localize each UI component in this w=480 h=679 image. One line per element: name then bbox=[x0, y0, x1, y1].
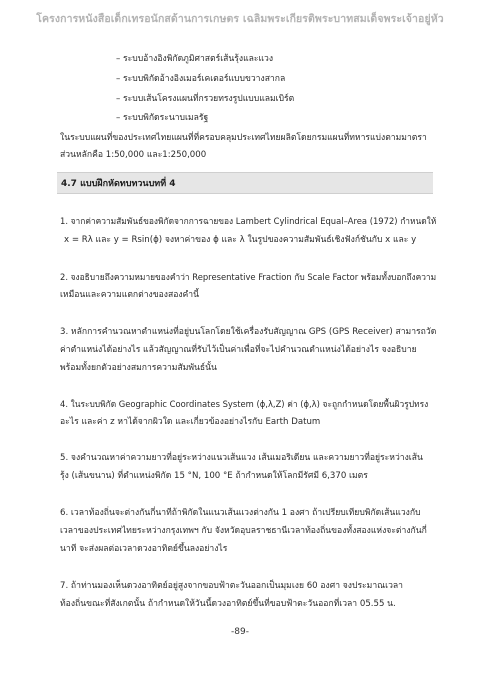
question-5-line-1: 5. จงคำนวณหาค่าความยาวที่อยู่ระหว่างแนวเส้นแวง เส้นเมอริเดียน และความยาวที่อยู่ระหว่างเส้น bbox=[60, 453, 423, 463]
section-heading-bar bbox=[57, 172, 433, 194]
page-header: โครงการหนังสือเด็กเทรอนักสด้านการเกษตร เฉลิมพระเกียรติพระบาทสมเด็จพระเจ้าอยู่หัว bbox=[36, 13, 444, 25]
bullet-item-3: – ระบบเส้นโครงแผนที่กรวยทรงรูปแบบแลมเบิร์ต bbox=[116, 94, 295, 104]
question-4-line-1: 4. ในระบบพิกัด Geographic Coordinates System (ϕ,λ,Z) ค่า (ϕ,λ) จะถูกกำหนดโดยพื้นผิวรูปทรง bbox=[60, 399, 429, 409]
question-6-line-1: 6. เวลาท้องถิ่นจะต่างกันกี่นาทีถ้าพิกัดในแนวเส้นแวงต่างกัน 1 องศา ถ้าเปรียบเทียบพิกัดเส้นแวงกับ bbox=[60, 508, 421, 518]
question-7-line-1: 7. ถ้าท่านมองเห็นดวงอาทิตย์อยู่สูงจากขอบฟ้าตะวันออกเป็นมุมเงย 60 องศา จงประมาณเวลา bbox=[60, 581, 403, 591]
question-1-line-2: x = Rλ และ y = Rsin(ϕ) จงหาค่าของ ϕ และ λ ในรูปของความสัมพันธ์เชิงฟังก์ชันกับ x และ y bbox=[64, 235, 417, 245]
bullet-item-2: – ระบบพิกัดอ้างอิงเมอร์เคเตอร์แบบขวางสากล bbox=[116, 74, 286, 84]
question-5-line-2: รุ้ง (เส้นขนาน) ที่ตำแหน่งพิกัด 15 °N, 100 °E ถ้ากำหนดให้โลกมีรัศมี 6,370 เมตร bbox=[60, 471, 368, 481]
question-3-line-2: ค่าตำแหน่งได้อย่างไร แล้วสัญญาณที่รับไว้เป็นค่าเพื่อที่จะไปคำนวณตำแหน่งได้อย่างไร จงอธิบาย bbox=[60, 345, 417, 355]
bullet-item-1: – ระบบอ้างอิงพิกัดภูมิศาสตร์เส้นรุ้งและแวง bbox=[116, 54, 274, 64]
page-number: -89- bbox=[231, 627, 249, 637]
section-title: 4.7 แบบฝึกหัดทบทวนบทที่ 4 bbox=[61, 179, 176, 189]
intro-line-1: ในระบบแผนที่ของประเทศไทยแผนที่ที่ครอบคลุมประเทศไทยผลิตโดยกรมแผนที่ทหารแบ่งตามมาตรา bbox=[60, 133, 427, 143]
question-3-line-3: พร้อมทั้งยกตัวอย่างสมการความสัมพันธ์นั้น bbox=[60, 363, 217, 373]
question-6-line-2: เวลาของประเทศไทยระหว่างกรุงเทพฯ กับ จังหวัดอุบลราชธานีเวลาท้องถิ่นของทั้งสองแห่งจะต่างกันกี่ bbox=[60, 526, 427, 536]
question-1-line-1: 1. จากค่าความสัมพันธ์ของพิกัดจากการฉายของ Lambert Cylindrical Equal–Area (1972) กำหนดให้ bbox=[60, 216, 437, 226]
question-2-line-1: 2. จงอธิบายถึงความหมายของคำว่า Representative Fraction กับ Scale Factor พร้อมทั้งบอกถึงความ bbox=[60, 272, 437, 282]
question-4-line-2: อะไร และค่า z หาได้จากผิวใด และเกี่ยวข้องอย่างไรกับ Earth Datum bbox=[60, 417, 321, 427]
question-7-line-2: ท้องถิ่นขณะที่สังเกตนั้น ถ้ากำหนดให้วันนี้ดวงอาทิตย์ขึ้นที่ขอบฟ้าตะวันออกที่เวลา 05.55 น. bbox=[60, 599, 396, 609]
question-3-line-1: 3. หลักการคำนวณหาตำแหน่งที่อยู่บนโลกโดยใช้เครื่องรับสัญญาณ GPS (GPS Receiver) สามารถวัด bbox=[60, 327, 437, 337]
bullet-item-4: – ระบบพิกัดระนาบเมลรัฐ bbox=[116, 113, 209, 123]
question-6-line-3: นาที จะส่งผลต่อเวลาดวงอาทิตย์ขึ้นลงอย่างไร bbox=[60, 544, 228, 554]
question-2-line-2: เหมือนและความแตกต่างของสองคำนี้ bbox=[60, 290, 199, 300]
intro-line-2: ส่วนหลักคือ 1:50,000 และ1:250,000 bbox=[60, 150, 207, 160]
